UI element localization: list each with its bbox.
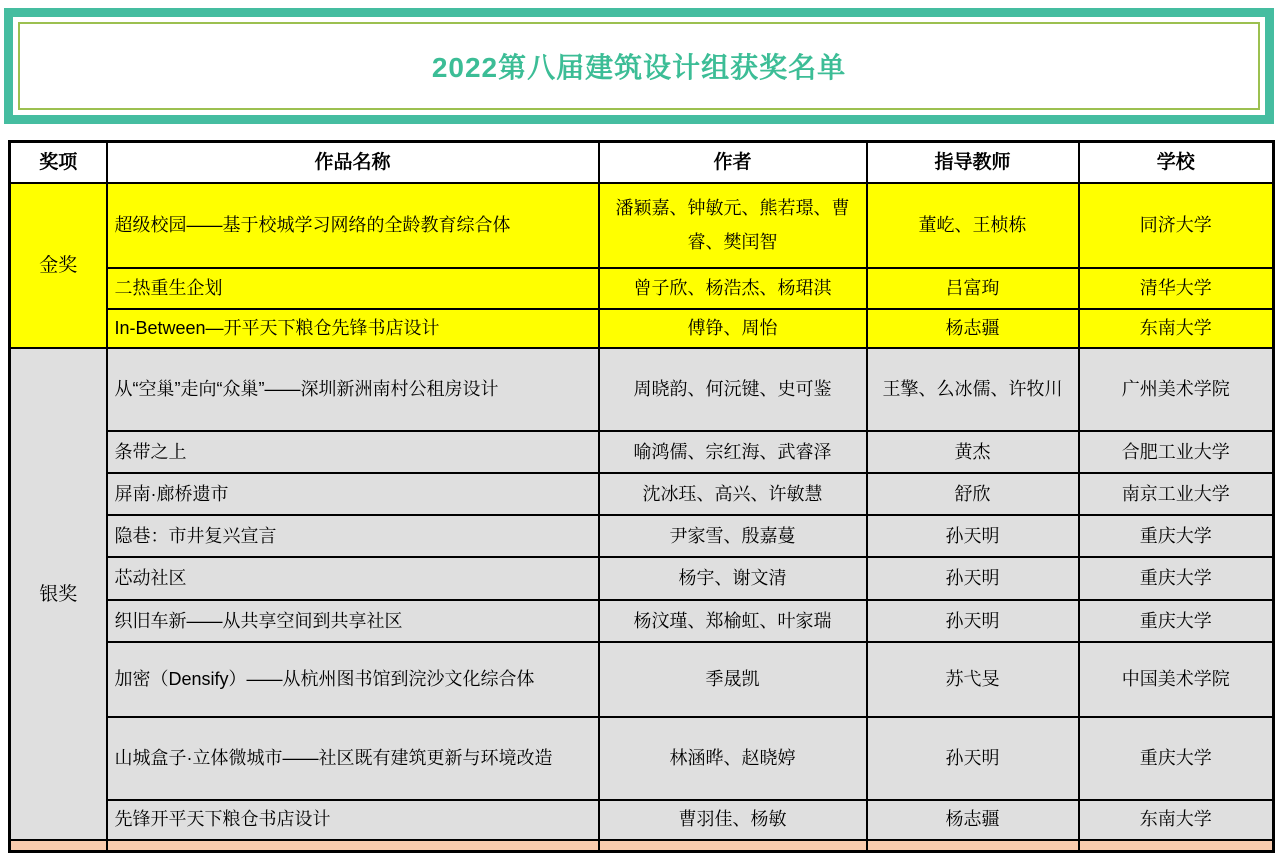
col-header-work: 作品名称: [107, 142, 599, 184]
cell-school: 重庆大学: [1079, 717, 1274, 800]
page-title: 2022第八届建筑设计组获奖名单: [431, 52, 847, 83]
cell-authors: 曹羽佳、杨敏: [599, 800, 867, 839]
cell-advisors: 孙天明: [867, 515, 1079, 557]
cell-authors: 喻鸿儒、宗红海、武睿泽: [599, 431, 867, 473]
cell-advisors: 吕富珣: [867, 268, 1079, 309]
table-row: [10, 642, 1274, 717]
cell-authors: 林涵晔、赵晓婷: [599, 717, 867, 800]
table-row: [10, 268, 1274, 309]
header-row: [10, 142, 1274, 184]
title-banner-inner: [18, 22, 1260, 110]
cell-school: 东南大学: [1079, 309, 1274, 348]
col-header-advisors: 指导教师: [867, 142, 1079, 184]
table-row: [10, 309, 1274, 348]
cell-advisors: 杨志疆: [867, 309, 1079, 348]
table-row: [10, 600, 1274, 642]
cell-authors: 杨汶瑾、郑榆虹、叶家瑞: [599, 600, 867, 642]
cell-advisors: 孙天明: [867, 717, 1079, 800]
table-row: [10, 473, 1274, 515]
table-row: [10, 800, 1274, 839]
cell-advisors: 舒欣: [867, 473, 1079, 515]
awards-table: [8, 140, 1275, 853]
cell-work: 芯动社区: [107, 557, 599, 600]
cell-school: 广州美术学院: [1079, 348, 1274, 431]
cell-work: 从“空巢”走向“众巢”——深圳新洲南村公租房设计: [107, 348, 599, 431]
col-header-authors: 作者: [599, 142, 867, 184]
col-header-school: 学校: [1079, 142, 1274, 184]
col-header-award: 奖项: [10, 142, 107, 184]
cell-school: 东南大学: [1079, 800, 1274, 839]
cell-advisors: 杨志疆: [867, 800, 1079, 839]
cell-school: 中国美术学院: [1079, 642, 1274, 717]
cell-authors: 沈冰珏、高兴、许敏慧: [599, 473, 867, 515]
cell-school: 同济大学: [1079, 183, 1274, 268]
cell-work: 加密（Densify）——从杭州图书馆到浣沙文化综合体: [107, 642, 599, 717]
cell-school: 重庆大学: [1079, 600, 1274, 642]
cell-work: 条带之上: [107, 431, 599, 473]
cell-work: 山城盒子·立体微城市——社区既有建筑更新与环境改造: [107, 717, 599, 800]
title-banner: [4, 8, 1274, 124]
cell-advisors: 孙天明: [867, 600, 1079, 642]
cell-advisors: 董屹、王桢栋: [867, 183, 1079, 268]
cell-authors: 尹家雪、殷嘉蔓: [599, 515, 867, 557]
cell-work: 屏南·廊桥遗市: [107, 473, 599, 515]
table-row: [10, 348, 1274, 431]
cell-authors: 杨宇、谢文清: [599, 557, 867, 600]
cell-authors: 曾子欣、杨浩杰、杨珺淇: [599, 268, 867, 309]
cell-work: 二热重生企划: [107, 268, 599, 309]
cell-work: 织旧车新——从共享空间到共享社区: [107, 600, 599, 642]
table-row: [10, 431, 1274, 473]
cell-advisors: 孙天明: [867, 557, 1079, 600]
cell-school: 清华大学: [1079, 268, 1274, 309]
table-row: [10, 717, 1274, 800]
cell-work: In-Between—开平天下粮仓先锋书店设计: [107, 309, 599, 348]
table-row: [10, 557, 1274, 600]
cell-school: 合肥工业大学: [1079, 431, 1274, 473]
cell-school: 南京工业大学: [1079, 473, 1274, 515]
cell-advisors: 苏弋旻: [867, 642, 1079, 717]
cell-school: 重庆大学: [1079, 515, 1274, 557]
cell-work: 超级校园——基于校城学习网络的全龄教育综合体: [107, 183, 599, 268]
cell-authors: 季晟凯: [599, 642, 867, 717]
cell-advisors: 王擎、么冰儒、许牧川: [867, 348, 1079, 431]
cell-authors: 傅铮、周怡: [599, 309, 867, 348]
cell-authors: 潘颖嘉、钟敏元、熊若璟、曹睿、樊闰智: [599, 183, 867, 268]
cell-advisors: 黄杰: [867, 431, 1079, 473]
cell-school: 重庆大学: [1079, 557, 1274, 600]
cell-work: 隐巷：市井复兴宣言: [107, 515, 599, 557]
cell-authors: 周晓韵、何沅键、史可鉴: [599, 348, 867, 431]
table-row: [10, 515, 1274, 557]
table-row: [10, 183, 1274, 268]
cell-work: 先锋开平天下粮仓书店设计: [107, 800, 599, 839]
award-cell-silver: 银奖: [10, 348, 107, 839]
award-cell-gold: 金奖: [10, 183, 107, 348]
